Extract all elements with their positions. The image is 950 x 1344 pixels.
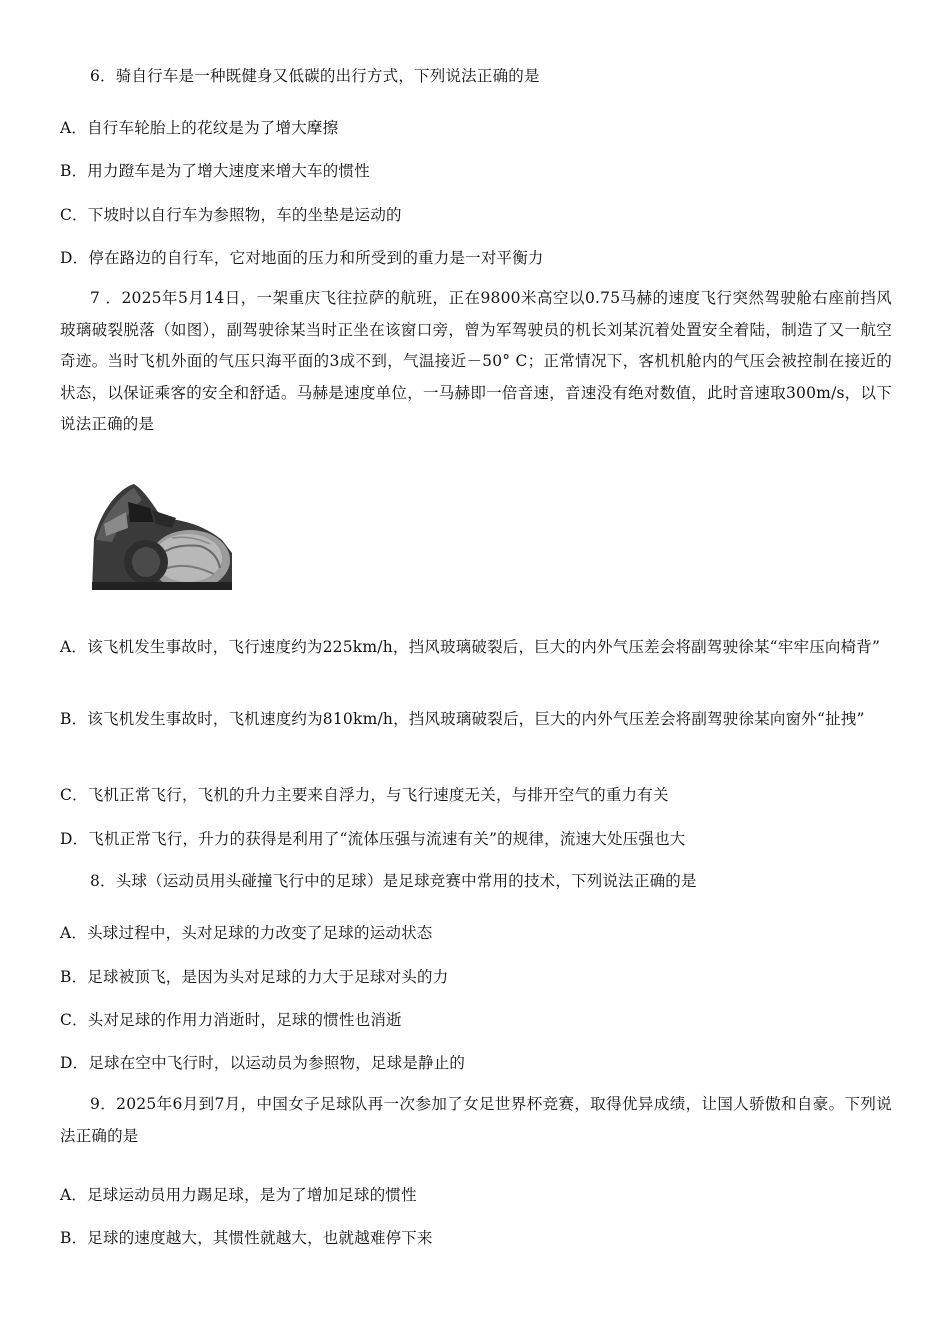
question-9-option-b: B．足球的速度越大，其惯性就越大，也就越难停下来 (60, 1229, 433, 1247)
question-6-option-a: A．自行车轮胎上的花纹是为了增大摩擦 (60, 119, 339, 137)
question-8-option-c: C．头对足球的作用力消逝时，足球的惯性也消逝 (60, 1011, 402, 1029)
question-6-stem: 6．骑自行车是一种既健身又低碳的出行方式，下列说法正确的是 (90, 67, 540, 85)
question-7-option-c: C．飞机正常飞行，飞机的升力主要来自浮力，与飞行速度无关，与排开空气的重力有关 (60, 786, 669, 804)
question-8-stem: 8．头球（运动员用头碰撞飞行中的足球）是足球竞赛中常用的技术，下列说法正确的是 (90, 872, 697, 890)
question-9-option-a: A．足球运动员用力踢足球，是为了增加足球的惯性 (60, 1186, 417, 1204)
question-9-stem: 9．2025年6月到7月，中国女子足球队再一次参加了女足世界杯竞赛，取得优异成绩，让国人骄傲和自豪。下列说法正确的是 (60, 1095, 892, 1145)
question-8-option-b: B．足球被顶飞，是因为头对足球的力大于足球对头的力 (60, 968, 449, 986)
cockpit-windshield-photo (92, 478, 232, 590)
question-7-option-a: A．该飞机发生事故时，飞行速度约为225km/h，挡风玻璃破裂后，巨大的内外气压差会将副驾驶徐某“牢牢压向椅背” (60, 638, 881, 656)
question-8-option-d: D．足球在空中飞行时，以运动员为参照物，足球是静止的 (60, 1054, 466, 1072)
question-6-option-c: C．下坡时以自行车为参照物，车的坐垫是运动的 (60, 206, 402, 224)
question-7-option-b: B．该飞机发生事故时，飞机速度约为810km/h，挡风玻璃破裂后，巨大的内外气压差会将副驾驶徐某向窗外“扯拽” (60, 710, 865, 728)
question-6-option-b: B．用力蹬车是为了增大速度来增大车的惯性 (60, 162, 370, 180)
question-7-option-d: D．飞机正常飞行，升力的获得是利用了“流体压强与流速有关”的规律，流速大处压强也大 (60, 830, 686, 848)
question-6-option-d: D．停在路边的自行车，它对地面的压力和所受到的重力是一对平衡力 (60, 249, 544, 267)
question-7-stem: 7 ．2025年5月14日，一架重庆飞往拉萨的航班，正在9800米高空以0.75马赫的速度飞行突然驾驶舱右座前挡风玻璃破裂脱落（如图），副驾驶徐某当时正坐在该窗口旁，曾为军驾驶员的机长刘某沉着处置安全着陆，制造了又一航空奇迹。当时飞机外面的气压只海平面的3成不到，气温接近－50° C；正常情况下，客机机舱内的气压会被控制在接近的状态，以保证乘客的安全和舒适。马赫是速度单位，一马赫即一倍音速，音速没有绝对数值，此时音速取300m/s，以下说法正确的是 (60, 289, 892, 433)
question-8-option-a: A．头球过程中，头对足球的力改变了足球的运动状态 (60, 924, 433, 942)
